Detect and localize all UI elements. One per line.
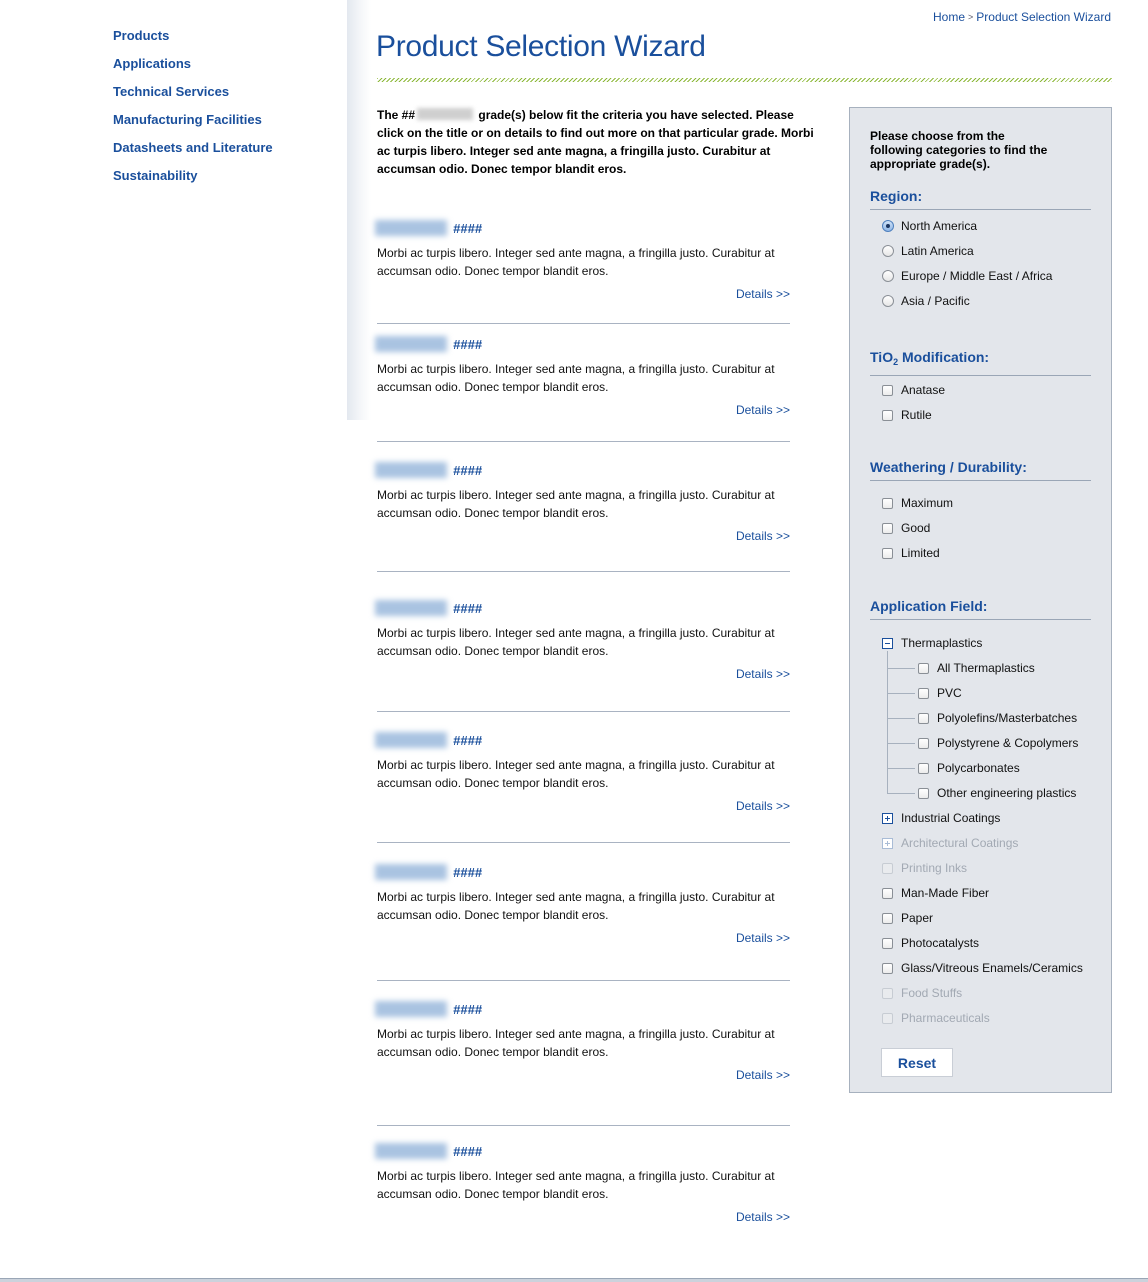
filter-instructions: Please choose from the following categories to find the appropriate grade(s). [870, 129, 1048, 171]
result-item [377, 1141, 790, 1224]
reset-button[interactable]: Reset [881, 1048, 953, 1077]
checkbox-icon[interactable] [918, 688, 929, 699]
weathering-good[interactable] [882, 520, 930, 536]
app-photocatalysts[interactable] [882, 935, 979, 951]
app-food-stuffs [882, 985, 962, 1001]
checkbox-icon[interactable] [918, 763, 929, 774]
left-nav [0, 0, 347, 1282]
region-north-america[interactable] [882, 218, 977, 234]
redacted-product-name[interactable] [375, 336, 447, 352]
app-other-engineering-plastics[interactable] [918, 785, 1076, 801]
result-item [377, 999, 790, 1082]
content-shadow-divider [347, 0, 371, 420]
details-link[interactable]: Details >> [735, 529, 790, 543]
intro-prefix: The ## [377, 108, 416, 122]
option-label: Latin America [901, 244, 974, 258]
option-label: Maximum [901, 496, 954, 510]
result-description: Morbi ac turpis libero. Integer sed ante magna, a fringilla justo. Curabitur at accumsan odio. Donec tempor blandit eros. [377, 758, 775, 790]
checkbox-icon[interactable] [882, 410, 893, 421]
weathering-heading: Weathering / Durability: [870, 459, 1091, 481]
tree-connector-line [887, 651, 888, 794]
tree-connector-line [887, 768, 915, 769]
weathering-maximum[interactable] [882, 495, 953, 511]
checkbox-icon[interactable] [882, 523, 893, 534]
details-link[interactable]: Details >> [735, 667, 790, 681]
tio2-rutile[interactable] [882, 407, 932, 423]
checkbox-icon[interactable] [882, 963, 893, 974]
app-all-thermoplastics[interactable] [918, 660, 1035, 676]
option-label: Industrial Coatings [901, 811, 1001, 825]
result-item [377, 598, 790, 681]
app-polyolefins[interactable] [918, 710, 1077, 726]
option-label: Asia / Pacific [901, 294, 970, 308]
result-description: Morbi ac turpis libero. Integer sed ante magna, a fringilla justo. Curabitur at accumsan odio. Donec tempor blandit eros. [377, 1169, 775, 1201]
result-divider [377, 1125, 790, 1126]
intro-suffix: grade(s) below fit the criteria you have selected. Please click on the title or on details to find out more on that particular grade. Morbi ac turpis libero. Integer sed ante magna, a fringilla justo. Curabitur at accumsan odio. Donec tempor blandit eros. [377, 108, 814, 176]
result-item [377, 862, 790, 945]
nav-item-datasheets-literature[interactable]: Datasheets and Literature [113, 140, 273, 155]
option-label: Pharmaceuticals [901, 1011, 990, 1025]
result-title-link[interactable]: #### [453, 732, 482, 748]
app-polystyrene[interactable] [918, 735, 1078, 751]
breadcrumb-home[interactable]: Home [932, 10, 965, 24]
collapse-minus-icon[interactable] [882, 638, 893, 649]
breadcrumb [933, 10, 1111, 24]
checkbox-icon[interactable] [918, 738, 929, 749]
redacted-product-name[interactable] [375, 1143, 447, 1159]
option-label: North America [901, 219, 978, 233]
result-item [377, 218, 790, 301]
radio-icon[interactable] [882, 295, 894, 307]
option-label: Polyolefins/Masterbatches [937, 711, 1078, 725]
result-description: Morbi ac turpis libero. Integer sed ante magna, a fringilla justo. Curabitur at accumsan odio. Donec tempor blandit eros. [377, 890, 775, 922]
expand-plus-icon[interactable] [882, 813, 893, 824]
tree-connector-line [887, 793, 915, 794]
nav-item-sustainability[interactable]: Sustainability [113, 168, 198, 183]
region-asia-pacific[interactable] [882, 293, 970, 309]
checkbox-icon[interactable] [918, 663, 929, 674]
checkbox-icon[interactable] [882, 385, 893, 396]
result-item [377, 460, 790, 543]
page-bottom-border [0, 1278, 1148, 1282]
option-label: Glass/Vitreous Enamels/Ceramics [901, 961, 1083, 975]
app-glass-enamels-ceramics[interactable] [882, 960, 1083, 976]
option-label: Good [901, 521, 931, 535]
details-link[interactable]: Details >> [735, 931, 790, 945]
tio2-heading-rest: Modification: [898, 349, 990, 365]
result-title-link[interactable]: #### [453, 1143, 482, 1159]
option-label: Printing Inks [901, 861, 968, 875]
tree-connector-line [887, 743, 915, 744]
option-label: Photocatalysts [901, 936, 980, 950]
result-divider [377, 441, 790, 442]
app-architectural-coatings [882, 835, 1018, 851]
tio2-anatase[interactable] [882, 382, 945, 398]
result-divider [377, 842, 790, 843]
radio-icon[interactable] [882, 245, 894, 257]
application-heading: Application Field: [870, 598, 1091, 620]
option-label: Architectural Coatings [901, 836, 1019, 850]
option-label: PVC [937, 686, 962, 700]
tree-connector-line [887, 693, 915, 694]
region-latin-america[interactable] [882, 243, 974, 259]
checkbox-icon[interactable] [882, 548, 893, 559]
checkbox-icon[interactable] [882, 938, 893, 949]
expand-plus-icon [882, 838, 893, 849]
redacted-product-name[interactable] [375, 732, 447, 748]
page-title: Product Selection Wizard [376, 30, 706, 63]
checkbox-icon[interactable] [882, 498, 893, 509]
redacted-product-name[interactable] [375, 864, 447, 880]
option-label: Thermaplastics [901, 636, 983, 650]
tree-connector-line [887, 668, 915, 669]
details-link[interactable]: Details >> [735, 1210, 790, 1224]
checkbox-icon [882, 1013, 893, 1024]
option-label: Paper [901, 911, 934, 925]
radio-icon[interactable] [882, 270, 894, 282]
tio2-heading-subscript: 2 [893, 357, 899, 367]
details-link[interactable]: Details >> [735, 287, 790, 301]
result-title-link[interactable]: #### [453, 462, 482, 478]
option-label: Europe / Middle East / Africa [901, 269, 1053, 283]
result-divider [377, 571, 790, 572]
option-label: Food Stuffs [901, 986, 963, 1000]
redacted-product-name[interactable] [375, 220, 447, 236]
option-label: Man-Made Fiber [901, 886, 990, 900]
result-title-link[interactable]: #### [453, 864, 482, 880]
tree-connector-line [887, 718, 915, 719]
app-thermoplastics[interactable] [882, 635, 982, 651]
app-paper[interactable] [882, 910, 933, 926]
app-pharmaceuticals [882, 1010, 990, 1026]
result-item [377, 334, 790, 417]
region-heading: Region: [870, 188, 1091, 210]
breadcrumb-separator-icon: > [968, 12, 974, 22]
redacted-product-name[interactable] [375, 1001, 447, 1017]
checkbox-icon [882, 863, 893, 874]
result-description: Morbi ac turpis libero. Integer sed ante magna, a fringilla justo. Curabitur at accumsan odio. Donec tempor blandit eros. [377, 362, 775, 394]
app-industrial-coatings[interactable] [882, 810, 1000, 826]
nav-item-technical-services[interactable]: Technical Services [113, 84, 230, 99]
redacted-product-name[interactable] [375, 600, 447, 616]
nav-item-manufacturing-facilities[interactable]: Manufacturing Facilities [113, 112, 262, 127]
region-emea[interactable] [882, 268, 1052, 284]
left-nav-list [113, 27, 273, 195]
nav-item-applications[interactable]: Applications [113, 56, 192, 71]
details-link[interactable]: Details >> [735, 403, 790, 417]
checkbox-icon [882, 988, 893, 999]
filter-panel [849, 107, 1112, 1093]
tio2-heading [870, 349, 1091, 376]
result-title-link[interactable]: #### [453, 1001, 482, 1017]
app-man-made-fiber[interactable] [882, 885, 989, 901]
option-label: All Thermaplastics [937, 661, 1035, 675]
details-link[interactable]: Details >> [735, 799, 790, 813]
result-divider [377, 711, 790, 712]
checkbox-icon[interactable] [918, 788, 929, 799]
app-pvc[interactable] [918, 685, 962, 701]
option-label: Rutile [901, 408, 932, 422]
option-label: Polycarbonates [937, 761, 1020, 775]
title-divider [377, 78, 1112, 82]
checkbox-icon[interactable] [882, 913, 893, 924]
app-polycarbonates[interactable] [918, 760, 1020, 776]
result-title-link[interactable]: #### [453, 336, 482, 352]
breadcrumb-current[interactable]: Product Selection Wizard [976, 10, 1111, 24]
result-description: Morbi ac turpis libero. Integer sed ante magna, a fringilla justo. Curabitur at accumsan odio. Donec tempor blandit eros. [377, 488, 775, 520]
checkbox-icon[interactable] [882, 888, 893, 899]
redacted-product-name[interactable] [375, 462, 447, 478]
radio-selected-icon[interactable] [882, 220, 894, 232]
result-item [377, 730, 790, 813]
redacted-brand [417, 108, 473, 120]
app-printing-inks [882, 860, 967, 876]
result-divider [377, 980, 790, 981]
option-label: Polystyrene & Copolymers [937, 736, 1079, 750]
result-description: Morbi ac turpis libero. Integer sed ante magna, a fringilla justo. Curabitur at accumsan odio. Donec tempor blandit eros. [377, 246, 775, 278]
option-label: Other engineering plastics [937, 786, 1077, 800]
weathering-limited[interactable] [882, 545, 940, 561]
details-link[interactable]: Details >> [735, 1068, 790, 1082]
result-description: Morbi ac turpis libero. Integer sed ante magna, a fringilla justo. Curabitur at accumsan odio. Donec tempor blandit eros. [377, 626, 775, 658]
tio2-heading-main: TiO [870, 349, 894, 365]
result-description: Morbi ac turpis libero. Integer sed ante magna, a fringilla justo. Curabitur at accumsan odio. Donec tempor blandit eros. [377, 1027, 775, 1059]
checkbox-icon[interactable] [918, 713, 929, 724]
intro-text [377, 106, 822, 178]
nav-item-products[interactable]: Products [113, 28, 170, 43]
result-title-link[interactable]: #### [453, 600, 482, 616]
option-label: Anatase [901, 383, 946, 397]
result-divider [377, 323, 790, 324]
result-title-link[interactable]: #### [453, 220, 482, 236]
option-label: Limited [901, 546, 940, 560]
